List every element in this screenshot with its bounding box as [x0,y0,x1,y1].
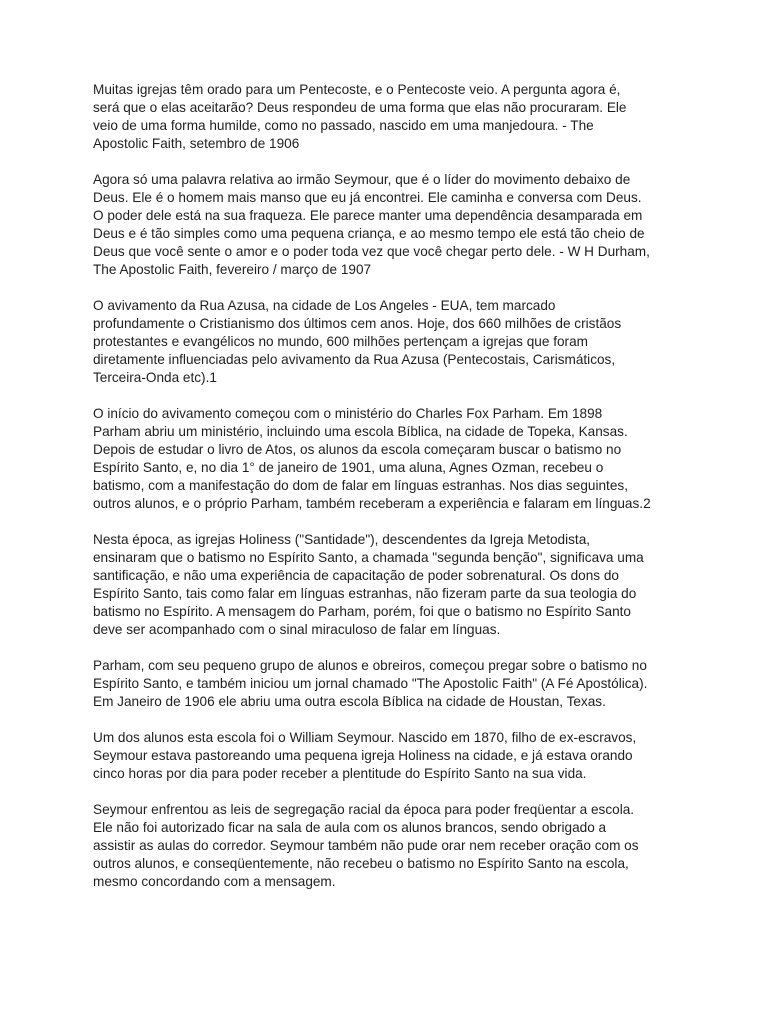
text-line: ensinaram que o batismo no Espírito Santo, a chamada "segunda benção", significava uma [93,550,644,565]
text-line: outros alunos, e o próprio Parham, também receberam a experiência e falaram em línguas.2 [93,496,651,511]
text-line: outros alunos, e conseqüentemente, não recebeu o batismo no Espírito Santo na escola, [93,856,629,871]
text-line: santificação, e não uma experiência de capacitação de poder sobrenatural. Os dons do [93,568,619,583]
paragraph-3 [93,297,693,387]
text-line: O poder dele está na sua fraqueza. Ele parece manter uma dependência desamparada em [93,208,643,223]
paragraph-1 [93,81,693,153]
text-line: diretamente influenciadas pelo avivamento da Rua Azusa (Pentecostais, Carismáticos, [93,352,616,367]
paragraph-7 [93,729,693,783]
paragraph-6 [93,657,693,711]
text-line: Espírito Santo, e, no dia 1° de janeiro de 1901, uma aluna, Agnes Ozman, recebeu o [93,460,604,475]
text-line: batismo, com a manifestação do dom de falar em línguas estranhas. Nos dias seguintes, [93,478,628,493]
paragraph-2 [93,171,693,279]
paragraph-8 [93,801,693,891]
text-line: Nesta época, as igrejas Holiness ("Santidade"), descendentes da Igreja Metodista, [93,532,591,547]
text-line: profundamente o Cristianismo dos últimos cem anos. Hoje, dos 660 milhões de cristãos [93,316,622,331]
text-line: Depois de estudar o livro de Atos, os alunos da escola começaram buscar o batismo no [93,442,622,457]
text-line: assistir as aulas do corredor. Seymour também não pude orar nem receber oração com os [93,838,639,853]
text-line: deve ser acompanhado com o sinal miraculoso de falar em línguas. [93,622,501,637]
text-line: Parham abriu um ministério, incluindo uma escola Bíblica, na cidade de Topeka, Kansas. [93,424,628,439]
text-line: Apostolic Faith, setembro de 1906 [93,136,300,151]
text-line: O início do avivamento começou com o ministério do Charles Fox Parham. Em 1898 [93,406,603,421]
text-line: O avivamento da Rua Azusa, na cidade de Los Angeles - EUA, tem marcado [93,298,556,313]
text-line: Em Janeiro de 1906 ele abriu uma outra escola Bíblica na cidade de Houstan, Texas. [93,694,606,709]
text-line: Ele não foi autorizado ficar na sala de aula com os alunos brancos, sendo obrigado a [93,820,607,835]
text-line: Um dos alunos esta escola foi o William Seymour. Nascido em 1870, filho de ex-escravos, [93,730,637,745]
text-line: Deus e é tão simples como uma pequena criança, e ao mesmo tempo ele está tão cheio de [93,226,645,241]
text-line: Espírito Santo, e também iniciou um jornal chamado "The Apostolic Faith" (A Fé Apostólica). [93,676,648,691]
text-line: mesmo concordando com a mensagem. [93,874,336,889]
text-line: protestantes e evangélicos no mundo, 600 milhões pertençam a igrejas que foram [93,334,588,349]
text-line: Espírito Santo, tais como falar em línguas estranhas, não fizeram parte da sua teologia do [93,586,637,601]
text-line: Seymour enfrentou as leis de segregação racial da época para poder freqüentar a escola. [93,802,635,817]
text-line: Muitas igrejas têm orado para um Pentecoste, e o Pentecoste veio. A pergunta agora é, [93,82,621,97]
text-line: Seymour estava pastoreando uma pequena igreja Holiness na cidade, e já estava orando [93,748,633,763]
document-body [93,81,693,909]
paragraph-4 [93,405,693,513]
text-line: The Apostolic Faith, fevereiro / março de 1907 [93,262,372,277]
text-line: batismo no Espírito. A mensagem do Parham, porém, foi que o batismo no Espírito Santo [93,604,631,619]
text-line: Deus que você sente o amor e o poder toda vez que você chegar perto dele. - W H Durham, [93,244,650,259]
text-line: Terceira-Onda etc).1 [93,370,217,385]
text-line: Parham, com seu pequeno grupo de alunos e obreiros, começou pregar sobre o batismo no [93,658,647,673]
text-line: Deus. Ele é o homem mais manso que eu já encontrei. Ele caminha e conversa com Deus. [93,190,642,205]
text-line: será que o elas aceitarão? Deus respondeu de uma forma que elas não procuraram. Ele [93,100,627,115]
text-line: cinco horas por dia para poder receber a plentitude do Espírito Santo na sua vida. [93,766,587,781]
paragraph-5 [93,531,693,639]
text-line: Agora só uma palavra relativa ao irmão Seymour, que é o líder do movimento debaixo de [93,172,631,187]
text-line: veio de uma forma humilde, como no passado, nascido em uma manjedoura. - The [93,118,594,133]
